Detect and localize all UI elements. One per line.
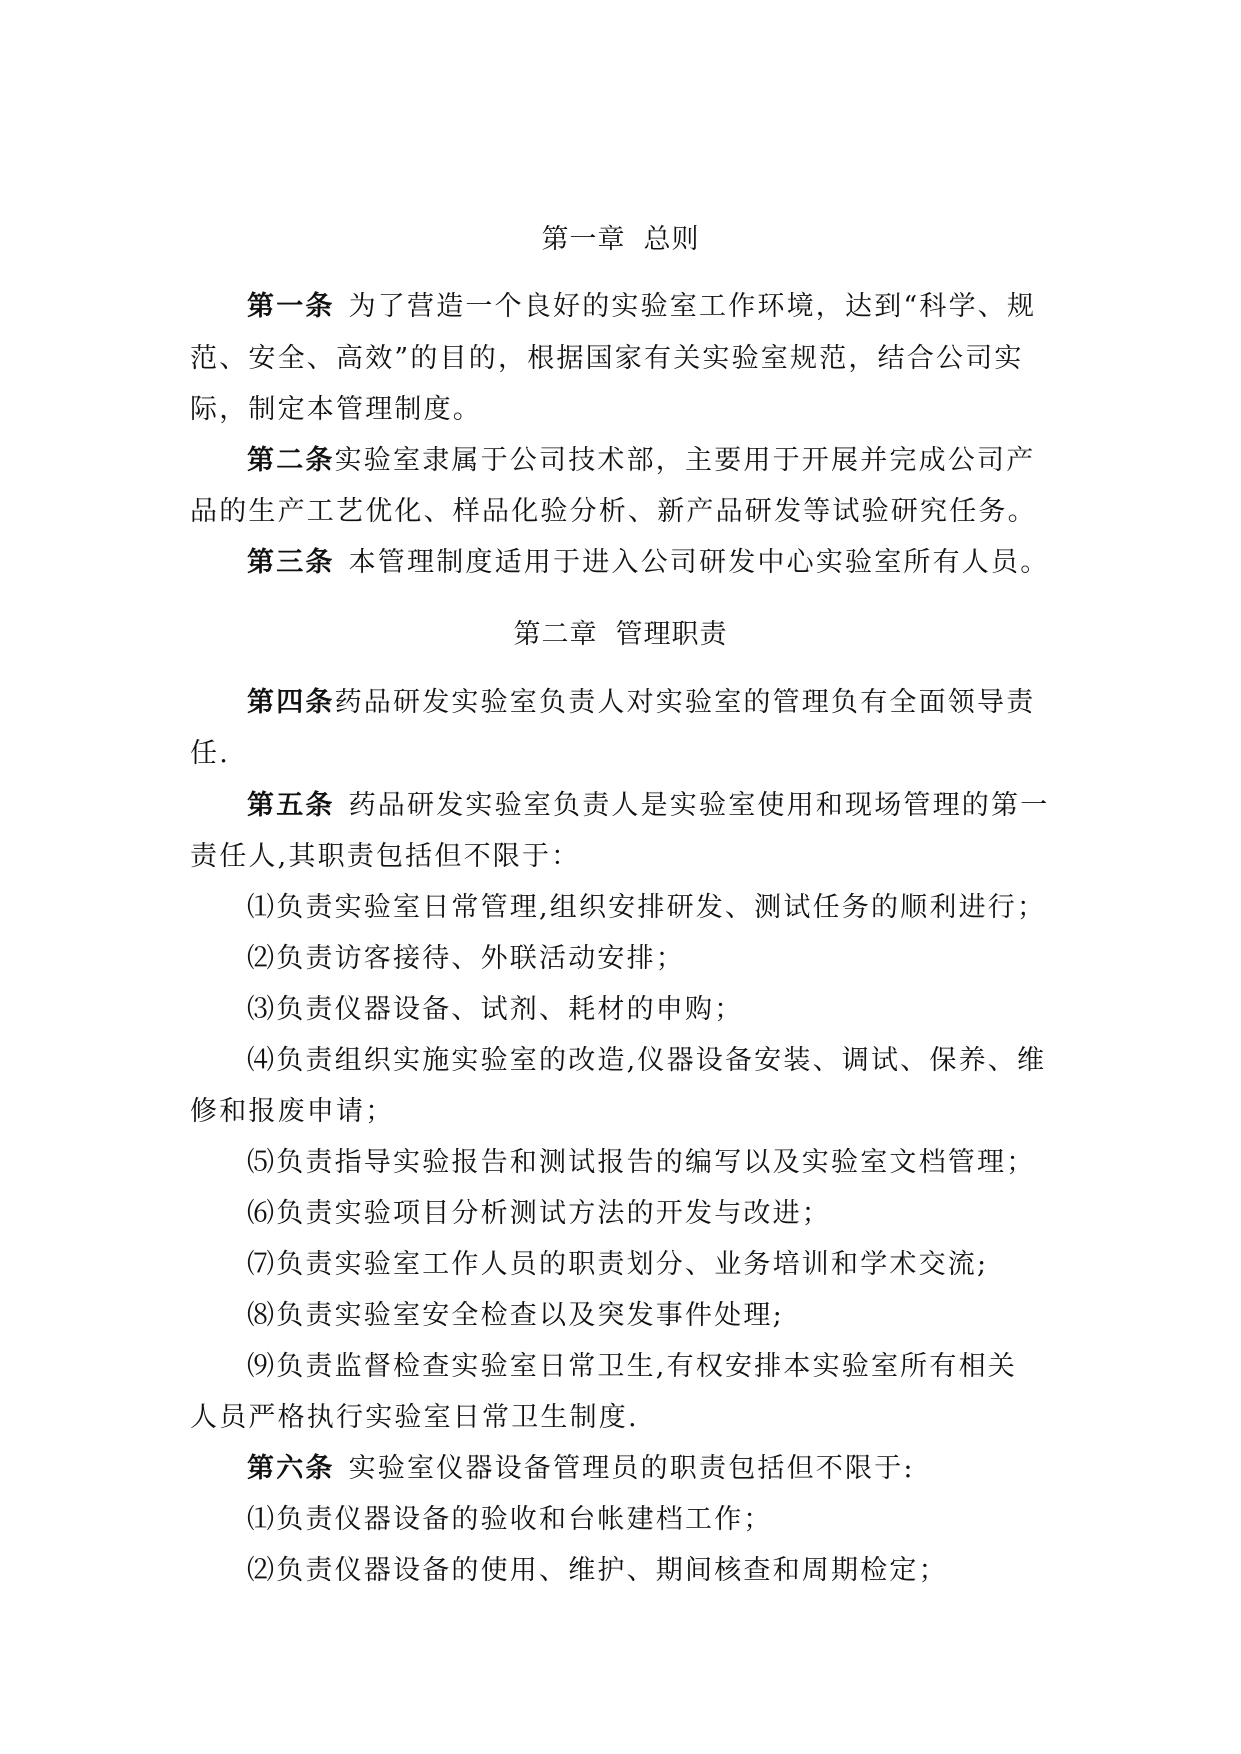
article-5-item-7	[247, 1245, 988, 1285]
article-4-text-1: 药品研发实验室负责人对实验室的管理负有全面领导责	[334, 687, 1036, 718]
article-6-label: 第六条	[247, 1453, 335, 1484]
article-5-item-7-text: ⑺负责实验室工作人员的职责划分、业务培训和学术交流;	[247, 1249, 989, 1280]
article-6-item-2-text: ⑵负责仪器设备的使用、维护、期间核查和周期检定；	[247, 1555, 948, 1586]
article-6-item-2	[247, 1551, 948, 1591]
article-5-item-6-text: ⑹负责实验项目分析测试方法的开发与改进；	[247, 1198, 831, 1229]
article-2-label: 第二条	[247, 445, 335, 476]
article-4-line-2	[190, 734, 230, 774]
article-5-item-3-text: ⑶负责仪器设备、试剂、耗材的申购；	[247, 994, 744, 1025]
article-3-text-1: 本管理制度适用于进入公司研发中心实验室所有人员。	[348, 547, 1050, 578]
chapter-1-heading	[0, 220, 1241, 260]
article-5-item-5	[247, 1143, 1035, 1183]
article-2-text-2: 品的生产工艺优化、样品化验分析、新产品研发等试验研究任务。	[190, 496, 1037, 527]
article-4-text-2: 任.	[190, 738, 230, 769]
chapter-1-number: 第一章	[541, 224, 626, 255]
chapter-2-heading	[0, 615, 1241, 655]
article-5-line-2	[190, 837, 580, 877]
article-1-text-3: 际，制定本管理制度。	[190, 394, 482, 425]
article-5-text-1: 药品研发实验室负责人是实验室使用和现场管理的第一	[348, 790, 1050, 821]
article-5-item-1	[247, 888, 1046, 928]
article-5-item-5-text: ⑸负责指导实验报告和测试报告的编写以及实验室文档管理；	[247, 1147, 1036, 1178]
article-3-label: 第三条	[247, 547, 335, 578]
article-1-line-1	[247, 287, 1036, 327]
article-1-line-3	[190, 390, 482, 430]
article-5-item-8	[247, 1296, 784, 1336]
article-6-item-1	[247, 1500, 773, 1540]
article-2-text-1: 实验室隶属于公司技术部，主要用于开展并完成公司产	[334, 445, 1036, 476]
article-6-item-1-text: ⑴负责仪器设备的验收和台帐建档工作；	[247, 1504, 773, 1535]
chapter-2-title: 管理职责	[615, 619, 728, 650]
article-5-item-6	[247, 1194, 831, 1234]
article-5-item-4	[247, 1041, 1046, 1081]
article-5-item-4-text-2: 修和报废申请；	[190, 1096, 395, 1127]
article-6-line-1	[247, 1449, 915, 1489]
article-3-line-1	[247, 543, 1049, 583]
article-5-item-8-text: ⑻负责实验室安全检查以及突发事件处理;	[247, 1300, 784, 1331]
article-2-line-1	[247, 441, 1035, 481]
article-1-text-2: 范、安全、高效”的目的，根据国家有关实验室规范，结合公司实	[190, 343, 1024, 374]
article-5-item-1-text: ⑴负责实验室日常管理,组织安排研发、测试任务的顺利进行；	[247, 892, 1047, 923]
chapter-2-number: 第二章	[513, 619, 598, 650]
article-5-item-9-text-1: ⑼负责监督检查实验室日常卫生,有权安排本实验室所有相关	[247, 1351, 1017, 1382]
article-5-label: 第五条	[247, 790, 335, 821]
article-1-label: 第一条	[247, 291, 335, 322]
article-5-item-9-text-2: 人员严格执行实验室日常卫生制度.	[190, 1402, 639, 1433]
article-5-item-2-text: ⑵负责访客接待、外联活动安排；	[247, 943, 685, 974]
article-5-item-4-text-1: ⑷负责组织实施实验室的改造,仪器设备安装、调试、保养、维	[247, 1045, 1047, 1076]
article-5-item-9	[247, 1347, 1017, 1387]
article-5-line-1	[247, 786, 1049, 826]
article-2-line-2	[190, 492, 1037, 532]
article-1-text-1: 为了营造一个良好的实验室工作环境，达到“科学、规	[348, 291, 1037, 322]
article-4-line-1	[247, 683, 1035, 723]
article-5-item-9-cont	[190, 1398, 639, 1438]
article-5-text-2: 责任人,其职责包括但不限于：	[190, 841, 581, 872]
article-5-item-3	[247, 990, 743, 1030]
chapter-1-title: 总则	[643, 224, 700, 255]
article-4-label: 第四条	[247, 687, 335, 718]
article-5-item-2	[247, 939, 685, 979]
article-5-item-4-cont	[190, 1092, 394, 1132]
article-6-text-1: 实验室仪器设备管理员的职责包括但不限于:	[348, 1453, 915, 1484]
article-1-line-2	[190, 339, 1024, 379]
